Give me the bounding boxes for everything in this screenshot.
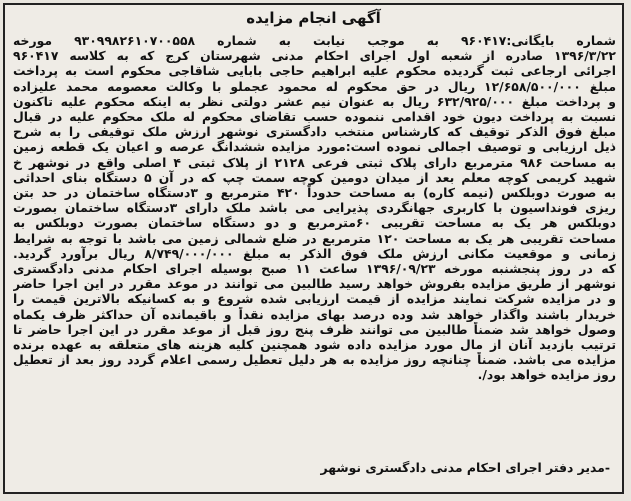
- notice-line: و در مزایده شرکت نمایند مزایده از قیمت ارزیابی شده شروع و به کسانیکه بالاترین قیمت را: [13, 291, 616, 307]
- notice-line: مبلغ فوق الذکر توقیف که کارشناس منتخب دادگستری نوشهر ارزش ملک توقیفی را به شرح: [13, 124, 616, 140]
- notice-line: روز مزایده خواهد بود/.: [477, 367, 616, 383]
- notice-line: دوبلکس هر یک به مساحت تقریبی ۶۰مترمربع و دو دستگاه ساختمان بصورت دوبلکس به: [13, 215, 616, 231]
- notice-line: زمانی و موقعیت مکانی ارزش ملک فوق الذکر به مبلغ ۸/۷۴۹/۰۰۰/۰۰۰ ریال برآورد گردید.: [13, 245, 616, 261]
- notice-line: مزایده می باشد. ضمناً چنانچه روز مزایده به هر دلیل تعطیل رسمی اعلام گردد روز بعد از تعطیل: [13, 352, 616, 368]
- notice-signature: -مدیر دفتر اجرای احکام مدنی دادگستری نوشهر: [320, 460, 610, 475]
- notice-line: ترتیب بازدید آنان از مال مورد مزایده داده شود همچنین کلیه هزینه های متعلقه به عهده برنده: [13, 337, 616, 353]
- notice-line: مساحت تقریبی هر یک به مساحت ۱۲۰ مترمربع در ضلع شمالی زمین می باشد با توجه به شرایط: [13, 230, 616, 246]
- notice-line: به مساحت ۹۸۶ مترمربع دارای پلاک ثبتی فرعی ۲۱۲۸ از پلاک ثبتی ۴ اصلی واقع در نوشهر خ: [13, 154, 616, 170]
- notice-title: آگهی انجام مزایده: [246, 9, 381, 27]
- notice-body: [13, 33, 616, 383]
- notice-line: ذیل ارزیابی و توصیف اجمالی نموده است:مورد مزایده ششدانگ عرصه و اعیان یک قطعه زمین: [13, 139, 616, 155]
- notice-line: شماره بایگانی:۹۶۰۴۱۷ به موجب نیابت به شماره ۹۳۰۹۹۸۲۶۱۰۷۰۰۵۵۸ مورخه: [13, 33, 616, 48]
- notice-line: اجرائی ارجاعی ثبت گردیده محکوم علیه ابراهیم حاجی بابایی شاقاجی محکوم است به پرداخت: [13, 63, 616, 79]
- notice-line: مبلغ ۱۲/۶۵۸/۵۰۰/۰۰۰ ریال در حق محکوم له محمود عجملو با وکالت معصومه محمد علیزاده: [13, 78, 616, 94]
- notice-frame: [3, 3, 624, 494]
- notice-line: وصول خواهد شد ضمناً طالبین می توانند ظرف پنج روز قبل از موعد مقرر در این اجرا حاضر تا: [13, 321, 616, 337]
- notice-line: ۱۳۹۶/۳/۲۲ صادره از شعبه اول اجرای احکام مدنی شهرستان کرج که به کلاسه ۹۶۰۴۱۷: [13, 48, 616, 64]
- notice-line: که در روز پنجشنبه مورخه ۱۳۹۶/۰۹/۲۳ ساعت ۱۱ صبح بوسیله اجرای احکام مدنی دادگستری: [13, 261, 616, 277]
- notice-line: به صورت دوبلکس (نیمه کاره) به مساحت حدوداً ۴۲۰ مترمربع و ۳دستگاه ساختمان در حد بتن: [13, 185, 616, 201]
- notice-line: شهید کریمی کوچه معلم بعد از میدان دومین کوچه سمت چپ که در آن ۵ دستگاه بنای احداثی: [13, 169, 616, 185]
- notice-line: نسبت به پرداخت دیون خود اقدامی ننموده حسب تقاضای محکوم له ملک محکوم علیه در قبال: [13, 109, 616, 125]
- notice-line: خریدار باشند واگذار خواهد شد وده درصد بهای مزایده نقداً و باقیمانده آن حداکثر ظرف یکماه: [13, 306, 616, 322]
- notice-line: و پرداخت مبلغ ۶۳۲/۹۲۵/۰۰۰ ریال به عنوان نیم عشر دولتی نظر به اینکه محکوم علیه تاکنون: [13, 93, 616, 109]
- notice-line: ریزی فونداسیون با کاربری جهانگردی پذیرایی می باشد ملک دارای ۳دستگاه ساختمان بصورت: [13, 200, 616, 216]
- notice-line: نوشهر از طریق مزایده بفروش خواهد رسید طالبین می توانند در موعد مقرر در این اجرا حاضر: [13, 276, 616, 292]
